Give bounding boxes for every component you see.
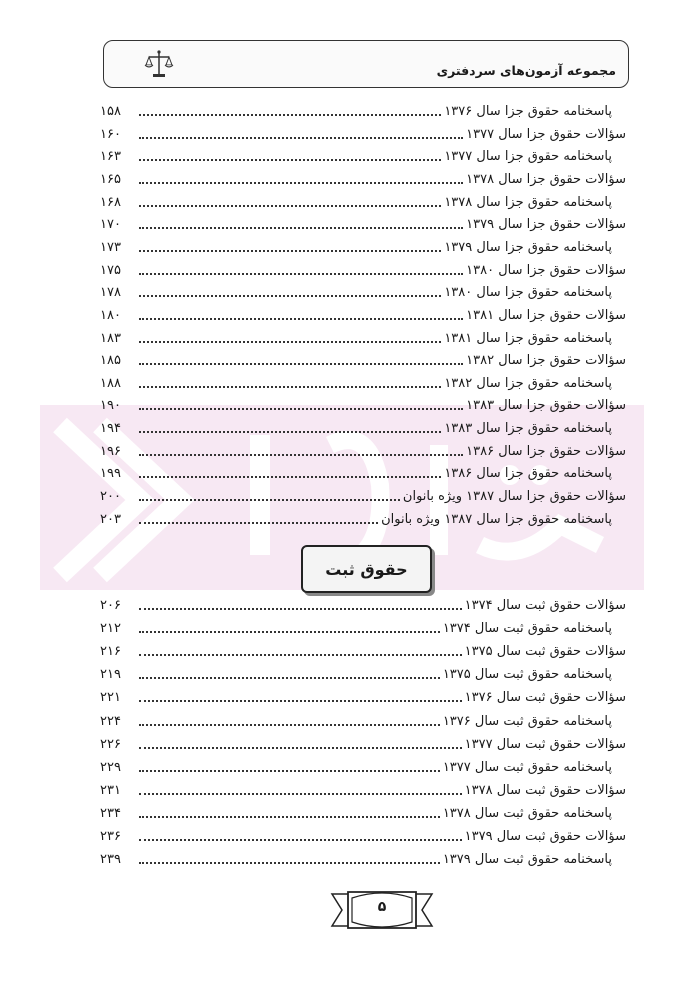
toc-entry-title: پاسخنامه حقوق جزا سال ۱۳۸۶ [444,466,612,482]
toc-entry-page: ۱۷۵ [100,262,121,278]
toc-entry-page: ۱۹۹ [100,466,121,482]
toc-entry-title: سؤالات حقوق ثبت سال ۱۳۷۸ [464,782,626,798]
toc-entry-page: ۱۵۸ [100,104,121,119]
dot-leader [139,114,441,116]
toc-entry-title: پاسخنامه حقوق ثبت سال ۱۳۷۹ [442,852,612,868]
toc-entry-page: ۲۱۲ [100,621,121,637]
toc-entry-title: سؤالات حقوق جزا سال ۱۳۸۰ [466,262,626,278]
book-title: مجموعه آزمون‌های سردفتری [436,63,616,78]
toc-entry [100,372,626,392]
dot-leader [139,341,441,343]
toc-entry-title: سؤالات حقوق جزا سال ۱۳۷۹ [466,217,626,233]
toc-entry [100,848,626,868]
toc-entry [100,281,626,301]
toc-entry-title: پاسخنامه حقوق جزا سال ۱۳۸۳ [444,421,612,437]
page-header [103,40,629,88]
toc-entry-title: سؤالات حقوق ثبت سال ۱۳۷۶ [464,690,626,706]
toc-entry-page: ۲۲۱ [100,690,121,706]
toc-entry-page: ۱۹۴ [100,421,121,437]
toc-entry [100,779,626,799]
dot-leader [139,159,441,161]
dot-leader [139,273,463,275]
toc-entry [100,213,626,233]
toc-entry-title: سؤالات حقوق جزا سال ۱۳۸۱ [466,307,626,323]
toc-entry [100,710,626,730]
dot-leader [139,476,441,478]
toc-entry-title: پاسخنامه حقوق جزا سال ۱۳۷۶ [444,104,612,119]
toc-entry [100,145,626,165]
toc-entry-title: سؤالات حقوق جزا سال ۱۳۸۷ ویژه بانوان [402,489,626,505]
toc-entry-title: پاسخنامه حقوق جزا سال ۱۳۷۹ [444,239,612,255]
toc-entry-page: ۱۶۵ [100,171,121,187]
toc-entry-title: پاسخنامه حقوق ثبت سال ۱۳۷۴ [442,621,612,637]
scales-icon [144,49,174,79]
toc-entry-title: سؤالات حقوق جزا سال ۱۳۷۸ [466,171,626,187]
dot-leader [139,295,441,297]
toc-entry [100,686,626,706]
dot-leader [139,408,463,410]
dot-leader [139,522,378,524]
dot-leader [139,205,441,207]
toc-entry-title: پاسخنامه حقوق جزا سال ۱۳۸۲ [444,375,612,391]
toc-entry-page: ۲۳۱ [100,782,121,798]
dot-leader [139,677,440,679]
toc-entry-page: ۱۹۰ [100,398,121,414]
dot-leader [139,227,463,229]
toc-entry-page: ۱۷۸ [100,285,121,301]
toc-entry-page: ۱۷۳ [100,239,121,255]
toc-entry [100,440,626,460]
toc-entry-title: پاسخنامه حقوق ثبت سال ۱۳۷۶ [442,713,612,729]
toc-entry-page: ۲۳۶ [100,829,121,844]
toc-entry-title: سؤالات حقوق ثبت سال ۱۳۷۷ [464,736,626,752]
toc-entry-title: سؤالات حقوق جزا سال ۱۳۸۲ [466,353,626,369]
section-title: حقوق ثبت [325,559,408,579]
toc-entry-page: ۲۱۹ [100,667,121,683]
toc-entry [100,733,626,753]
toc-entry [100,594,626,614]
toc-entry-page: ۲۰۳ [100,511,121,527]
toc-entry-title: پاسخنامه حقوق ثبت سال ۱۳۷۵ [442,667,612,683]
toc-entry-page: ۱۶۸ [100,194,121,210]
dot-leader [139,386,441,388]
toc-entry [100,802,626,822]
toc-entry-page: ۱۶۳ [100,149,121,165]
toc-entry [100,617,626,637]
toc-entry-title: پاسخنامه حقوق ثبت سال ۱۳۷۷ [442,759,612,775]
toc-entry-page: ۱۸۸ [100,375,121,391]
dot-leader [139,363,463,365]
toc-entry [100,394,626,414]
toc-entry-title: پاسخنامه حقوق ثبت سال ۱۳۷۸ [442,805,612,821]
toc-entry [100,417,626,437]
toc-entry [100,304,626,324]
toc-entry-title: پاسخنامه حقوق جزا سال ۱۳۷۸ [444,194,612,210]
toc-entry-page: ۱۷۰ [100,217,121,233]
dot-leader [139,816,440,818]
dot-leader [139,250,441,252]
toc-entry-title: سؤالات حقوق جزا سال ۱۳۷۷ [466,126,626,142]
toc-entry-page: ۱۶۰ [100,126,121,142]
dot-leader [139,137,463,139]
toc-entry-page: ۱۹۶ [100,443,121,459]
toc-entry-title: سؤالات حقوق جزا سال ۱۳۸۳ [466,398,626,414]
toc-entry [100,825,626,845]
dot-leader [139,862,440,864]
toc-entry-title: پاسخنامه حقوق جزا سال ۱۳۷۷ [444,149,612,165]
toc-entry-page: ۲۲۶ [100,736,121,752]
toc-entry-title: سؤالات حقوق ثبت سال ۱۳۷۹ [464,829,626,844]
dot-leader [139,793,462,795]
toc-entry-title: پاسخنامه حقوق جزا سال ۱۳۸۰ [444,285,612,301]
toc-entry [100,168,626,188]
toc-entry [100,640,626,660]
dot-leader [139,454,463,456]
toc-entry [100,259,626,279]
dot-leader [139,747,462,749]
toc-entry-page: ۱۸۰ [100,307,121,323]
dot-leader [139,431,441,433]
dot-leader [139,608,462,610]
toc-entry-page: ۱۸۵ [100,353,121,369]
toc-entry-page: ۲۱۶ [100,644,121,660]
toc-entry-page: ۲۳۹ [100,852,121,868]
toc-entry-page: ۲۳۴ [100,805,121,821]
toc-entry-title: پاسخنامه حقوق جزا سال ۱۳۸۱ [444,330,612,346]
dot-leader [139,499,400,501]
toc-entry-page: ۲۲۴ [100,713,121,729]
section-heading-registration-law [301,545,432,593]
toc-entry [100,349,626,369]
toc-entry-page: ۲۲۹ [100,759,121,775]
dot-leader [139,700,462,702]
dot-leader [139,839,462,841]
toc-entry-page: ۲۰۶ [100,598,121,613]
dot-leader [139,182,463,184]
toc-entry [100,100,626,120]
toc-entry [100,191,626,211]
toc-entry [100,123,626,143]
toc-entry-page: ۲۰۰ [100,489,121,505]
toc-entry [100,663,626,683]
page-number: ۵ [377,899,387,915]
dot-leader [139,631,440,633]
toc-entry-page: ۱۸۳ [100,330,121,346]
toc-entry [100,236,626,256]
toc-entry [100,508,626,528]
toc-entry-title: پاسخنامه حقوق جزا سال ۱۳۸۷ ویژه بانوان [381,511,612,527]
toc-entry-title: سؤالات حقوق جزا سال ۱۳۸۶ [466,443,626,459]
toc-entry-title: سؤالات حقوق ثبت سال ۱۳۷۵ [464,644,626,660]
dot-leader [139,724,440,726]
dot-leader [139,654,462,656]
toc-entry [100,327,626,347]
dot-leader [139,770,440,772]
toc-entry [100,485,626,505]
toc-entry [100,756,626,776]
toc-entry [100,462,626,482]
dot-leader [139,318,463,320]
toc-entry-title: سؤالات حقوق ثبت سال ۱۳۷۴ [464,598,626,613]
